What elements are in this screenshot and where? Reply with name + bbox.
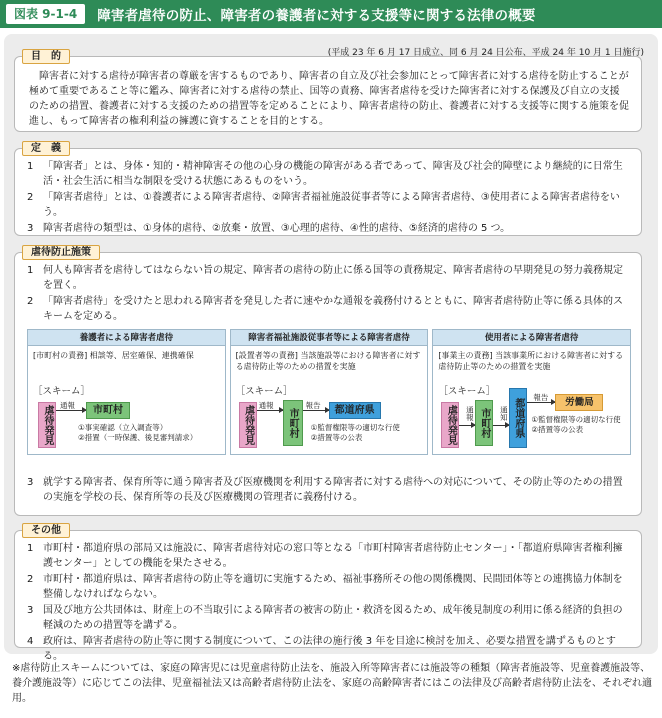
abuse-schemes bbox=[27, 329, 631, 455]
definitions-tag: 定 義 bbox=[22, 141, 70, 156]
scheme-employer bbox=[432, 329, 631, 455]
purpose-section bbox=[14, 56, 642, 132]
list-item: 1 市町村・都道府県の部局又は施設に、障害者虐待対応の窓口等となる「市町村障害者虐待防止センター」・「都道府県障害者権利擁護センター」としての機能を果たさせる。 bbox=[27, 543, 623, 569]
scheme-duty: [市町村の責務] 相談等、居室確保、連携確保 bbox=[33, 351, 194, 360]
list-item: 3 就学する障害者、保育所等に通う障害者及び医療機関を利用する障害者に対する虐待への対応について、その防止等のための措置の実施を学校の長、保育所等の長及び医療機関の管理者に義務付ける。 bbox=[27, 477, 623, 503]
figure-number: 図表 9-1-4 bbox=[6, 4, 85, 24]
municipality-box: 市町村 bbox=[475, 400, 493, 446]
list-item: 4 政府は、障害者虐待の防止等に関する制度について、この法律の施行後 3 年を目途に検討を加え、必要な措置を講ずるものとする。 bbox=[27, 636, 616, 662]
list-item: 1 何人も障害者を虐待してはならない旨の規定、障害者の虐待の防止に係る国等の責務規定、障害者虐待の早期発見の努力義務規定を置く。 bbox=[27, 265, 623, 291]
report-label: 報告 bbox=[533, 393, 549, 402]
list-item: 2 「障害者虐待」を受けたと思われる障害者を発見した者に速やかな通報を義務付けるとともに、障害者虐待防止等に係る具体的スキームを定める。 bbox=[27, 296, 623, 322]
report-label: 通報 bbox=[258, 401, 274, 410]
scheme-caregiver bbox=[27, 329, 226, 455]
scheme-label: ［スキーム］ bbox=[33, 386, 91, 397]
list-item: 1 「障害者」とは、身体・知的・精神障害その他の心身の機能の障害がある者であって、障害及び社会的障壁により継続的に日常生活・社会生活に相当な制限を受ける状態にあるものをいう。 bbox=[27, 161, 623, 187]
definitions-section bbox=[14, 148, 642, 236]
municipality-box: 市町村 bbox=[283, 400, 303, 446]
report-label: 通報 bbox=[465, 405, 475, 421]
municipality-box: 市町村 bbox=[86, 402, 130, 419]
labor-bureau-box: 労働局 bbox=[555, 394, 603, 411]
measures-list: ①監督権限等の適切な行使 ②措置等の公表 bbox=[531, 415, 621, 434]
figure-header bbox=[0, 0, 662, 28]
prefecture-box: 都道府県 bbox=[509, 388, 527, 448]
scheme-label: ［スキーム］ bbox=[438, 386, 496, 397]
other-list bbox=[27, 541, 631, 665]
list-item: 2 「障害者虐待」とは、①養護者による障害者虐待、②障害者福祉施設従事者等による障害者虐待、③使用者による障害者虐待をいう。 bbox=[27, 192, 620, 218]
other-tag: その他 bbox=[22, 523, 70, 538]
scheme-facility-staff bbox=[230, 329, 429, 455]
scheme-heading: 障害者福祉施設従事者等による障害者虐待 bbox=[231, 330, 428, 346]
measures-list: ①監督権限等の適切な行使 ②措置等の公表 bbox=[310, 423, 400, 442]
purpose-tag: 目 的 bbox=[22, 49, 70, 64]
figure-title: 障害者虐待の防止、障害者の養護者に対する支援等に関する法律の概要 bbox=[97, 8, 536, 24]
scheme-duty: [事業主の責務] 当該事業所における障害者に対する虐待防止等のための措置を実施 bbox=[438, 351, 624, 371]
enactment-dates: (平成 23 年 6 月 17 日成立、同 6 月 24 日公布、平成 24 年 10 月 1 日施行) bbox=[327, 48, 644, 58]
footnote: ※虐待防止スキームについては、家庭の障害児には児童虐待防止法を、施設入所等障害者には施設等の種類（障害者施設等、児童養護施設等、養介護施設等）に応じてこの法律、児童福祉法又は高齢者虐待防止法を、家庭の高齢障害者にはこの法律及び高齢者虐待防止法を、それぞれ適用。 bbox=[12, 663, 652, 704]
purpose-text: 障害者に対する虐待が障害者の尊厳を害するものであり、障害者の自立及び社会参加にとって障害者に対する虐待を防止することが極めて重要であること等に鑑み、障害者に対する虐待の禁止、国等の責務、障害者虐待を受けた障害者に対する保護及び自立の支援のための措置、養護者に対する支援のための措置等を定めることにより、障害者虐待の防止、養護者に対する支援等に関する施策を促進し、もって障害者の権利利益の擁護に資することを目的とする。 bbox=[29, 71, 629, 127]
list-item: 2 市町村・都道府県は、障害者虐待の防止等を適切に実施するため、福祉事務所その他の関係機関、民間団体等との連携協力体制を整備しなければならない。 bbox=[27, 574, 623, 600]
scheme-duty: [設置者等の責務] 当該施設等における障害者に対する虐待防止等のための措置を実施 bbox=[235, 351, 421, 371]
abuse-discovery-box: 虐待発見 bbox=[239, 402, 257, 448]
prefecture-box: 都道府県 bbox=[329, 402, 381, 419]
scheme-heading: 養護者による障害者虐待 bbox=[28, 330, 225, 346]
report-label: 通報 bbox=[60, 401, 75, 410]
report-label: 報告 bbox=[305, 401, 321, 410]
measures-list: ①事実確認（立入調査等） ②措置（一時保護、後見審判請求） bbox=[78, 423, 198, 442]
prevention-section bbox=[14, 252, 642, 516]
abuse-discovery-box: 虐待発見 bbox=[38, 402, 56, 448]
scheme-heading: 使用者による障害者虐待 bbox=[433, 330, 630, 346]
notify-arrow bbox=[493, 425, 509, 426]
prevention-tag: 虐待防止施策 bbox=[22, 245, 100, 260]
list-item: 3 国及び地方公共団体は、財産上の不当取引による障害者の被害の防止・救済を図るため、成年後見制度の利用に係る経済的負担の軽減のための措置等を講ずる。 bbox=[27, 605, 623, 631]
scheme-label: ［スキーム］ bbox=[235, 386, 293, 397]
other-section bbox=[14, 530, 642, 662]
definitions-list bbox=[27, 159, 631, 237]
prevention-list bbox=[27, 263, 631, 325]
prevention-list-continued bbox=[27, 475, 631, 506]
abuse-discovery-box: 虐待発見 bbox=[441, 402, 459, 448]
list-item: 3 障害者虐待の類型は、①身体的虐待、②放棄・放置、③心理的虐待、④性的虐待、⑤経済的虐待の 5 つ。 bbox=[27, 223, 511, 234]
notify-label: 通知 bbox=[499, 405, 509, 421]
report-arrow bbox=[459, 425, 475, 426]
